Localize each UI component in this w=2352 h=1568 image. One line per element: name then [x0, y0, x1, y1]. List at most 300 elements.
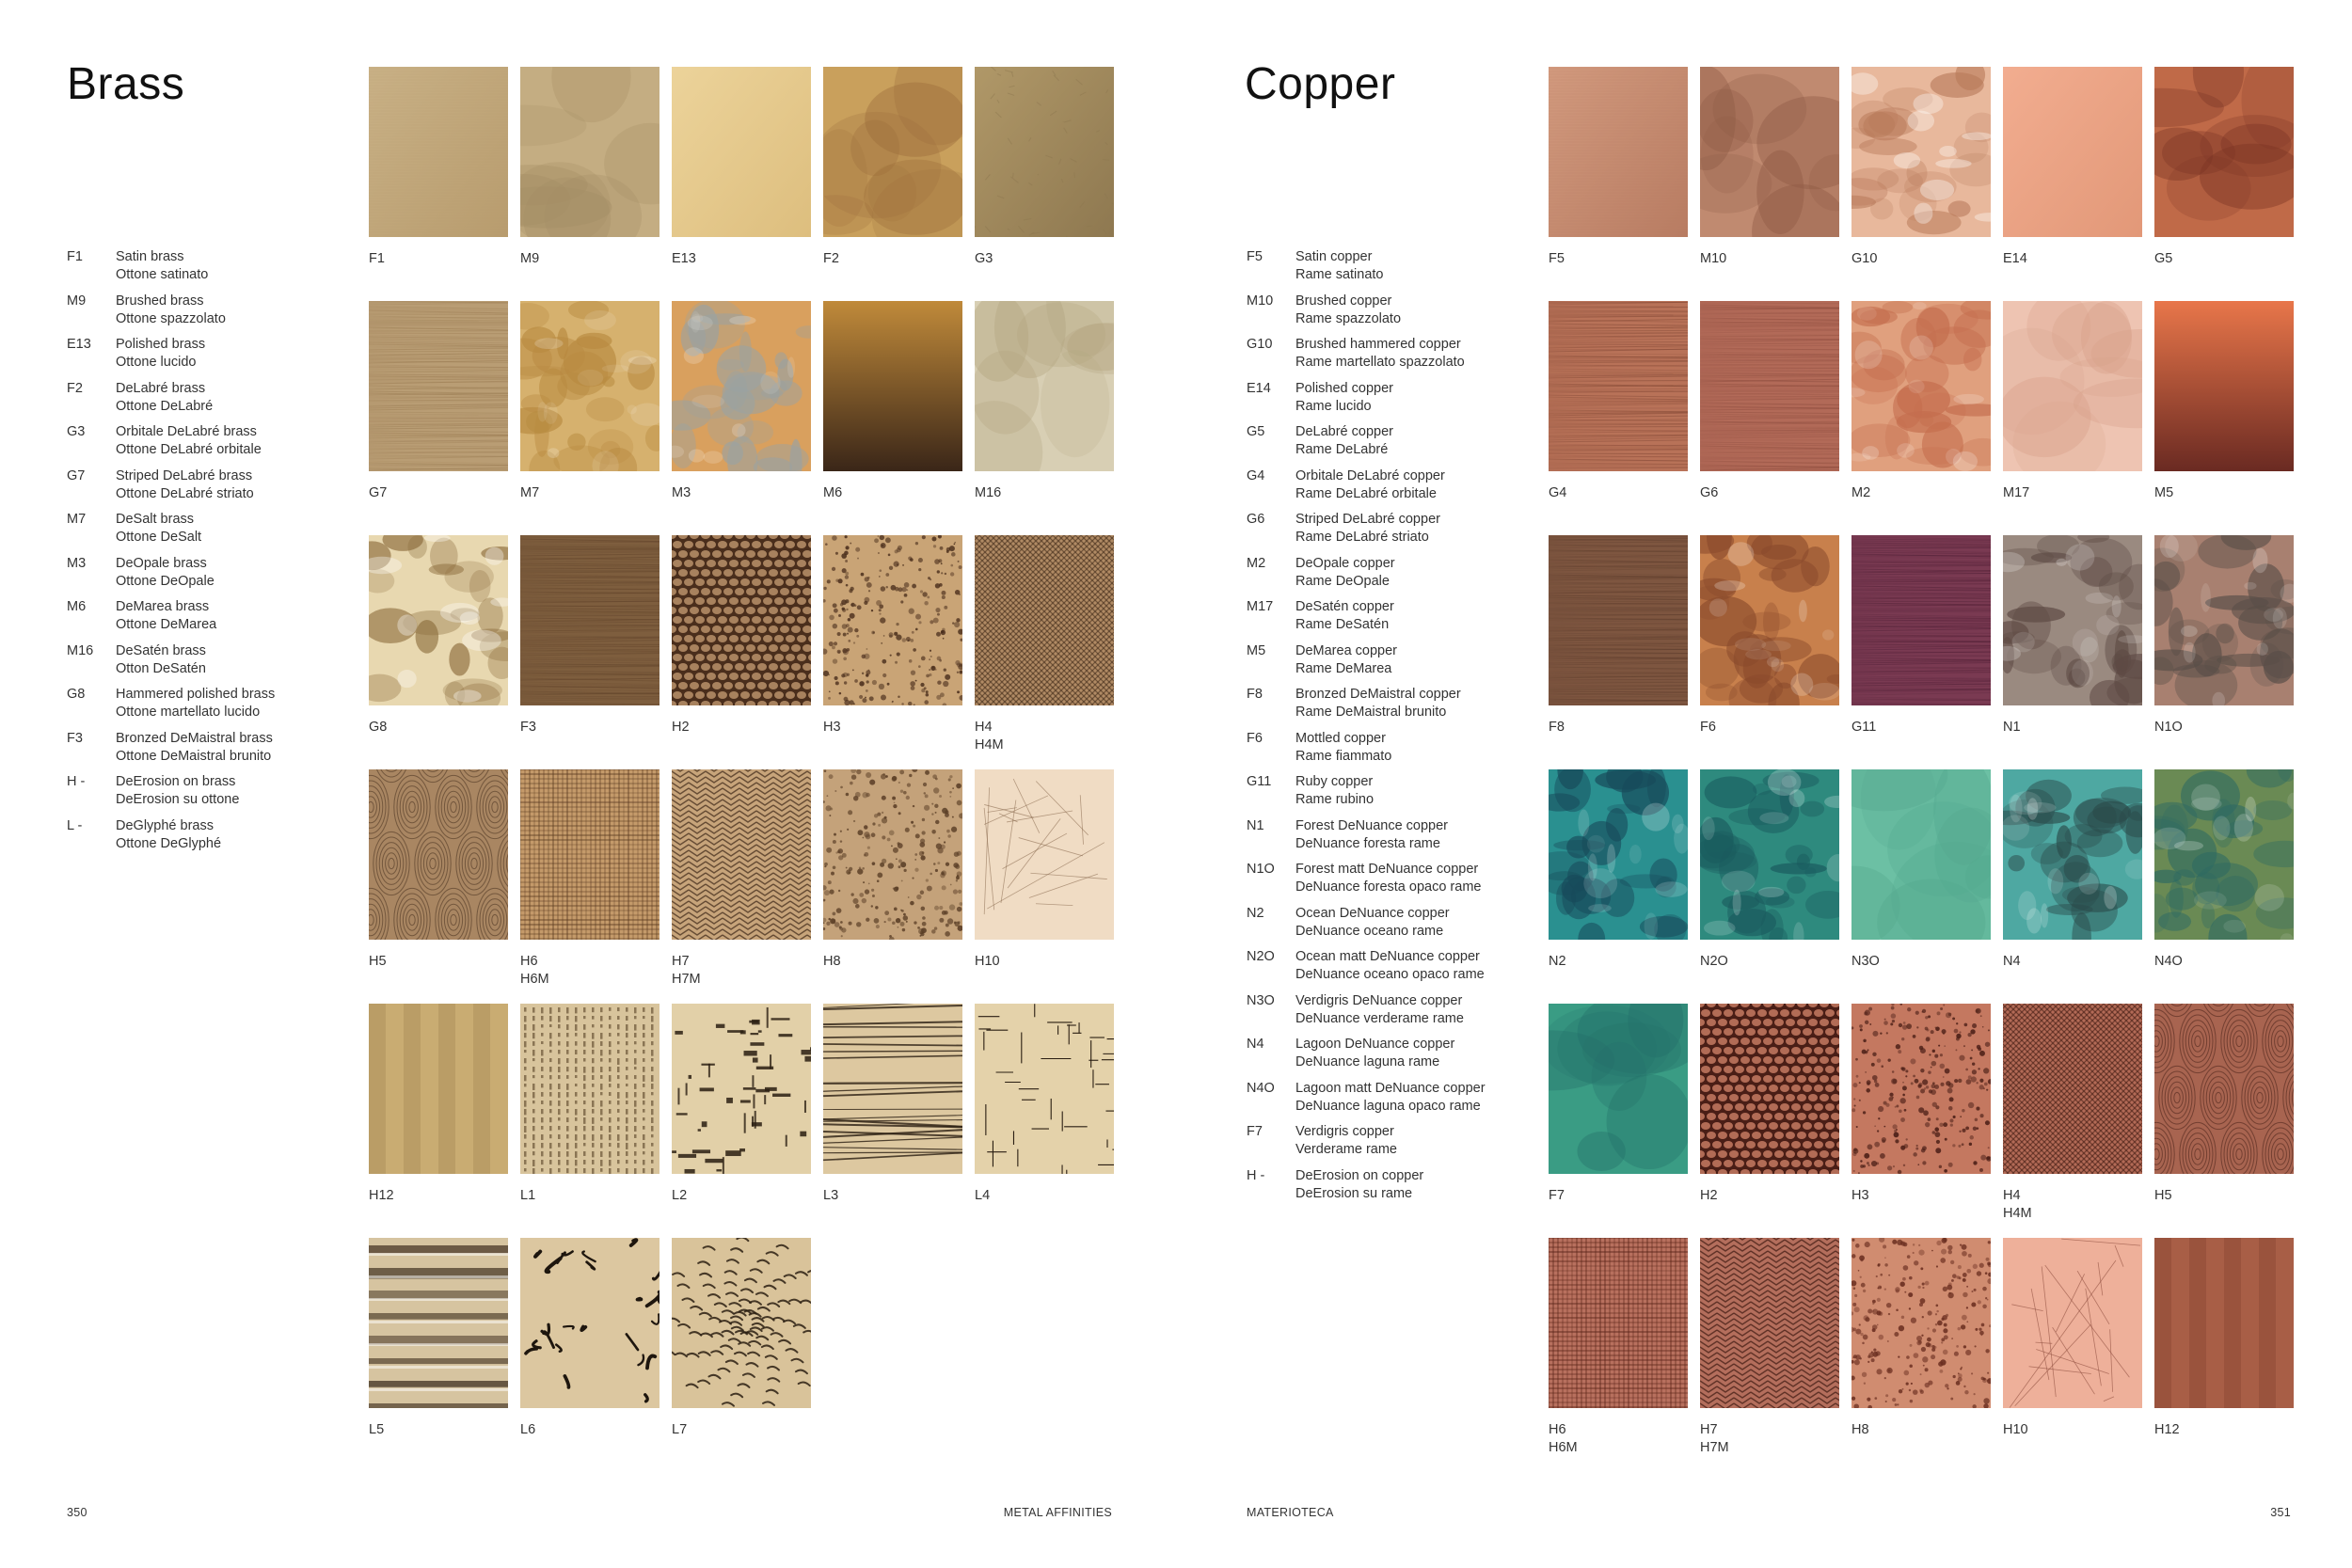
swatch-code-label: M9 — [520, 251, 540, 266]
swatch-code-label: M16 — [975, 485, 1002, 500]
legend-item — [67, 380, 377, 424]
maistral-texture-swatch — [1549, 535, 1688, 705]
legend-names — [1295, 773, 1374, 817]
page-number-left: 350 — [67, 1506, 87, 1519]
swatch-code-label: L6 — [520, 1422, 536, 1437]
swatch-card — [369, 1238, 508, 1471]
legend-code: F1 — [67, 249, 83, 264]
swatch-code-label: L4 — [975, 1188, 991, 1203]
legend-item — [67, 423, 377, 467]
legend-names — [1295, 948, 1485, 992]
glyph-cross-pattern-swatch — [975, 1004, 1114, 1174]
swatch-card — [1851, 769, 1991, 1003]
swatch-codes — [2154, 1408, 2294, 1439]
legend-name-en: Bronzed DeMaistral copper — [1295, 687, 1461, 702]
swatch-code-label: G4 — [1549, 485, 1567, 500]
swatch-card — [672, 1004, 811, 1237]
swatch-codes — [369, 1174, 508, 1205]
legend-names — [1295, 423, 1393, 467]
page-title-brass: Brass — [67, 59, 185, 109]
swatch-code-label: F1 — [369, 251, 385, 266]
chevron-pattern-swatch — [1700, 1238, 1839, 1408]
swatch-card — [823, 1004, 962, 1237]
swatch-code-label: H4M — [2003, 1206, 2032, 1221]
satin-texture-swatch — [1549, 67, 1688, 237]
swatch-code-label: H4M — [975, 737, 1004, 752]
diamond-pattern-swatch — [975, 535, 1114, 705]
swatch-card — [823, 67, 962, 300]
legend-code: H - — [67, 774, 86, 789]
legend-code: M3 — [67, 555, 87, 571]
swatch-card — [520, 67, 660, 300]
legend-names — [1295, 861, 1481, 905]
lagoon-texture-swatch — [2003, 769, 2142, 940]
legend-code: M6 — [67, 599, 87, 614]
swatch-code-label: F7 — [1549, 1188, 1565, 1203]
swatch-card — [2003, 535, 2142, 768]
legend-item — [1247, 423, 1557, 467]
swatch-card — [2154, 301, 2294, 534]
footer-section-label: METAL AFFINITIES — [1003, 1506, 1112, 1519]
legend-item — [1247, 1167, 1557, 1212]
swatch-codes — [369, 1408, 508, 1439]
swatch-card — [2003, 67, 2142, 300]
legend-code: N2O — [1247, 949, 1275, 964]
swatch-codes — [975, 940, 1114, 971]
swatch-code-label: G11 — [1851, 720, 1877, 735]
orbital-texture-swatch — [975, 67, 1114, 237]
swatch-code-label: N1O — [2154, 720, 2183, 735]
legend-item — [1247, 598, 1557, 642]
legend-code: F6 — [1247, 730, 1263, 746]
polished-texture-swatch — [2003, 67, 2142, 237]
legend-names — [116, 511, 201, 555]
legend-name-it: DeErosion su rame — [1295, 1185, 1413, 1201]
swatch-card — [1549, 301, 1688, 534]
delabre-texture-swatch — [2154, 67, 2294, 237]
swatch-code-label: H5 — [2154, 1188, 2172, 1203]
legend-code: N3O — [1247, 992, 1275, 1008]
legend-name-it: Ottone DeMaistral brunito — [116, 748, 272, 764]
swatch-codes — [672, 1174, 811, 1205]
legend-name-it: Ottone spazzolato — [116, 310, 226, 326]
swatch-code-label: M5 — [2154, 485, 2174, 500]
legend-name-en: DeSalt brass — [116, 512, 195, 527]
swatch-code-label: M10 — [1700, 251, 1727, 266]
legend-item — [67, 467, 377, 512]
legend-item — [1247, 861, 1557, 905]
legend-names — [116, 467, 254, 512]
swatch-code-label: H4 — [975, 720, 993, 735]
glyph-band-pattern-swatch — [369, 1238, 508, 1408]
legend-name-it: DeNuance verderame rame — [1295, 1010, 1464, 1026]
legend-code: G6 — [1247, 512, 1265, 527]
swatch-card — [2003, 301, 2142, 534]
swatch-card — [672, 535, 811, 768]
swatch-card — [1700, 1004, 1839, 1237]
swatch-card — [823, 301, 962, 534]
legend-name-en: Satin brass — [116, 249, 184, 264]
legend-code: E14 — [1247, 380, 1271, 396]
swatch-codes — [975, 705, 1114, 754]
legend-names — [116, 642, 206, 687]
brushed-texture-swatch — [520, 67, 660, 237]
swatch-codes — [1549, 471, 1688, 502]
swatch-card — [1851, 1004, 1991, 1237]
swatch-card — [2154, 769, 2294, 1003]
swatch-card — [975, 1004, 1114, 1237]
legend-code: M10 — [1247, 293, 1274, 309]
legend-names — [1295, 467, 1445, 512]
swatch-card — [2154, 1238, 2294, 1471]
erosion-pattern-swatch — [1851, 1238, 1991, 1408]
legend-name-it: Rame rubino — [1295, 792, 1375, 807]
swatch-card — [975, 67, 1114, 300]
legend-name-it: Verderame rame — [1295, 1142, 1397, 1157]
swatch-card — [975, 301, 1114, 534]
swatch-card — [1851, 535, 1991, 768]
legend-names — [116, 817, 221, 862]
swatch-codes — [672, 940, 811, 989]
swatch-codes — [823, 1174, 962, 1205]
legend-names — [1295, 642, 1397, 687]
swatch-code-label: H7M — [1700, 1440, 1729, 1455]
swatch-code-label: N4O — [2154, 954, 2183, 969]
striped-texture-swatch — [369, 301, 508, 471]
swatch-card — [520, 535, 660, 768]
legend-name-en: Orbitale DeLabré copper — [1295, 467, 1445, 483]
swatch-codes — [2003, 1174, 2142, 1223]
legend-name-it: Ottone lucido — [116, 355, 197, 370]
swatch-code-label: L2 — [672, 1188, 688, 1203]
swatch-codes — [975, 471, 1114, 502]
legend-item — [67, 598, 377, 642]
swatch-codes — [1549, 1174, 1688, 1205]
swatch-code-label: N1 — [2003, 720, 2021, 735]
swatch-card — [2154, 67, 2294, 300]
legend-name-it: DeNuance foresta opaco rame — [1295, 879, 1482, 895]
swatch-codes — [1700, 1174, 1839, 1205]
legend-name-it: Rame DeMaistral brunito — [1295, 705, 1447, 720]
swatch-card — [1700, 769, 1839, 1003]
legend-name-it: DeErosion su ottone — [116, 792, 240, 807]
swatch-codes — [369, 471, 508, 502]
tide-texture-swatch — [823, 301, 962, 471]
legend-item — [1247, 555, 1557, 599]
swatch-card — [1549, 1238, 1688, 1471]
legend-code: M17 — [1247, 599, 1274, 614]
legend-code: H - — [1247, 1167, 1265, 1183]
swatch-codes — [1549, 1408, 1688, 1457]
swatch-code-label: H2 — [1700, 1188, 1718, 1203]
legend-name-en: Forest DeNuance copper — [1295, 817, 1448, 833]
swatch-code-label: H5 — [369, 954, 387, 969]
orbital-texture-swatch — [1549, 301, 1688, 471]
legend-name-it: DeNuance oceano rame — [1295, 923, 1444, 939]
grid-pattern-swatch — [520, 769, 660, 940]
legend-code: E13 — [67, 337, 91, 352]
legend-names — [116, 598, 216, 642]
page-title-copper: Copper — [1245, 59, 1396, 109]
swatch-codes — [672, 471, 811, 502]
legend-names — [1295, 905, 1450, 949]
swatch-code-label: L5 — [369, 1422, 385, 1437]
legend-name-en: Hammered polished brass — [116, 687, 276, 702]
legend-name-en: Brushed copper — [1295, 293, 1392, 309]
legend-item — [1247, 817, 1557, 862]
stripe-pattern-swatch — [369, 1004, 508, 1174]
swatch-code-label: M2 — [1851, 485, 1871, 500]
swatch-codes — [1851, 237, 1991, 268]
legend-code: G4 — [1247, 467, 1265, 483]
swatch-card — [1549, 535, 1688, 768]
legend-name-it: DeNuance oceano opaco rame — [1295, 967, 1485, 982]
legend-name-en: Striped DeLabré brass — [116, 467, 253, 483]
swatch-code-label: F2 — [823, 251, 839, 266]
legend-name-it: Rame DeLabré — [1295, 442, 1389, 457]
legend-names — [1295, 293, 1401, 337]
glyph-blot-pattern-swatch — [672, 1004, 811, 1174]
legend-name-it: DeNuance foresta rame — [1295, 835, 1440, 851]
swatch-codes — [1700, 237, 1839, 268]
legend-name-en: DeMarea brass — [116, 599, 210, 614]
legend-name-it: Ottone DeLabré — [116, 398, 214, 414]
swatch-card — [2154, 1004, 2294, 1237]
swatch-code-label: H6M — [520, 972, 549, 987]
swatch-codes — [1851, 940, 1991, 971]
legend-name-en: DeSatén brass — [116, 642, 206, 658]
swatch-card — [1851, 1238, 1991, 1471]
swatch-card — [672, 1238, 811, 1471]
legend-name-it: Rame DeLabré orbitale — [1295, 485, 1437, 501]
swatch-card — [1700, 67, 1839, 300]
swatch-codes — [1851, 705, 1991, 736]
legend-names — [116, 248, 208, 293]
legend-names — [1295, 1167, 1423, 1212]
legend-name-it: Rame spazzolato — [1295, 310, 1402, 326]
swatch-code-label: G7 — [369, 485, 388, 500]
glyph-line-pattern-swatch — [823, 1004, 962, 1174]
legend-item — [1247, 511, 1557, 555]
legend-name-en: DeOpale brass — [116, 555, 207, 571]
striped-texture-swatch — [1700, 301, 1839, 471]
legend-names — [1295, 817, 1448, 862]
saten-texture-swatch — [975, 301, 1114, 471]
glyph-swirl-pattern-swatch — [672, 1238, 811, 1408]
swatch-card — [369, 301, 508, 534]
salt-texture-swatch — [520, 301, 660, 471]
swatch-code-label: H3 — [1851, 1188, 1869, 1203]
legend-name-en: DeGlyphé brass — [116, 817, 214, 833]
swatch-card — [1549, 67, 1688, 300]
swatch-code-label: F8 — [1549, 720, 1565, 735]
legend-item — [1247, 730, 1557, 774]
swatch-codes — [369, 237, 508, 268]
swatch-codes — [520, 705, 660, 736]
legend-code: N4O — [1247, 1080, 1275, 1096]
swatch-card — [975, 769, 1114, 1003]
legend-item — [67, 555, 377, 599]
glyph-grid-pattern-swatch — [520, 1004, 660, 1174]
legend-name-en: DeLabré brass — [116, 380, 206, 396]
swatch-codes — [823, 471, 962, 502]
swatch-codes — [1851, 471, 1991, 502]
swatch-code-label: H8 — [1851, 1422, 1869, 1437]
legend-name-en: Polished brass — [116, 337, 206, 352]
legend-code: M5 — [1247, 642, 1266, 658]
legend-item — [1247, 642, 1557, 687]
legend-name-en: Bronzed DeMaistral brass — [116, 730, 273, 746]
swatch-card — [2154, 535, 2294, 768]
legend-code: G7 — [67, 467, 86, 483]
legend-name-it: Rame satinato — [1295, 267, 1384, 282]
forest-texture-swatch — [2003, 535, 2142, 705]
swatch-code-label: F5 — [1549, 251, 1565, 266]
legend-name-en: Brushed brass — [116, 293, 204, 309]
legend-code: M7 — [67, 512, 87, 527]
legend-item — [1247, 293, 1557, 337]
swatch-codes — [823, 940, 962, 971]
legend-code: G8 — [67, 687, 86, 702]
tide-texture-swatch — [2154, 301, 2294, 471]
swatch-code-label: N3O — [1851, 954, 1880, 969]
swatch-card — [1851, 67, 1991, 300]
swatch-grid-copper — [1549, 67, 2294, 1471]
swatch-codes — [2154, 940, 2294, 971]
swatch-codes — [2154, 237, 2294, 268]
swatch-codes — [520, 237, 660, 268]
legend-name-it: Ottone martellato lucido — [116, 705, 261, 720]
legend-names — [116, 730, 273, 774]
legend-name-it: Rame martellato spazzolato — [1295, 355, 1465, 370]
ocean-texture-swatch — [1549, 769, 1688, 940]
swatch-code-label: H4 — [2003, 1188, 2021, 1203]
legend-names — [1295, 555, 1395, 599]
legend-code: F8 — [1247, 687, 1263, 702]
swatch-codes — [2003, 471, 2142, 502]
satin-texture-swatch — [369, 67, 508, 237]
legend-code: F3 — [67, 730, 83, 746]
ruby-texture-swatch — [1851, 535, 1991, 705]
opal-texture-swatch — [1851, 301, 1991, 471]
swatch-code-label: L7 — [672, 1422, 688, 1437]
swatch-code-label: H3 — [823, 720, 841, 735]
swatch-codes — [975, 237, 1114, 268]
legend-name-en: Ruby copper — [1295, 774, 1374, 789]
swatch-code-label: G6 — [1700, 485, 1719, 500]
legend-name-en: Lagoon DeNuance copper — [1295, 1037, 1455, 1052]
glyph-stroke-pattern-swatch — [520, 1238, 660, 1408]
legend-name-en: Ocean DeNuance copper — [1295, 905, 1450, 921]
swatch-card — [1700, 1238, 1839, 1471]
legend-code: F7 — [1247, 1124, 1263, 1139]
swatch-grid-brass — [369, 67, 1114, 1471]
legend-name-it: Ottone DeGlyphé — [116, 835, 222, 851]
legend-name-en: DeSatén copper — [1295, 599, 1394, 614]
legend-item — [67, 248, 377, 293]
lagoon-matt-texture-swatch — [2154, 769, 2294, 940]
swatch-code-label: H7 — [672, 954, 690, 969]
legend-names — [1295, 598, 1394, 642]
swatch-card — [823, 535, 962, 768]
legend-code: M2 — [1247, 555, 1266, 571]
swatch-card — [1549, 1004, 1688, 1237]
swatch-codes — [2003, 237, 2142, 268]
swatch-code-label: G3 — [975, 251, 993, 266]
legend-item — [1247, 467, 1557, 512]
legend-code: M16 — [67, 642, 94, 658]
swatch-code-label: E13 — [672, 251, 696, 266]
swatch-code-label: G10 — [1851, 251, 1878, 266]
swatch-card — [823, 769, 962, 1003]
legend-names — [1295, 1036, 1454, 1080]
diamond-pattern-swatch — [2003, 1004, 2142, 1174]
swatch-codes — [1549, 237, 1688, 268]
swatch-codes — [520, 1174, 660, 1205]
legend-code: M9 — [67, 293, 87, 309]
swatch-code-label: M17 — [2003, 485, 2030, 500]
scale-pattern-swatch — [1700, 1004, 1839, 1174]
legend-names — [116, 686, 275, 730]
legend-name-it: Rame fiammato — [1295, 748, 1392, 764]
legend-name-en: Lagoon matt DeNuance copper — [1295, 1080, 1486, 1096]
legend-name-en: Forest matt DeNuance copper — [1295, 862, 1479, 877]
swatch-codes — [672, 705, 811, 736]
saten-texture-swatch — [2003, 301, 2142, 471]
line-pattern-swatch — [2003, 1238, 2142, 1408]
legend-name-en: Verdigris DeNuance copper — [1295, 992, 1463, 1008]
swatch-code-label: H6M — [1549, 1440, 1578, 1455]
legend-brass — [67, 248, 377, 861]
swatch-code-label: H12 — [2154, 1422, 2180, 1437]
swatch-codes — [520, 940, 660, 989]
swatch-code-label: F3 — [520, 720, 536, 735]
hammered-texture-swatch — [1851, 67, 1991, 237]
legend-name-it: Rame DeSatén — [1295, 617, 1390, 632]
swatch-codes — [1851, 1408, 1991, 1439]
legend-name-en: Orbitale DeLabré brass — [116, 424, 257, 439]
legend-name-it: DeNuance laguna rame — [1295, 1054, 1440, 1069]
legend-name-en: Brushed hammered copper — [1295, 337, 1461, 352]
legend-names — [1295, 686, 1461, 730]
swatch-codes — [2003, 940, 2142, 971]
legend-item — [67, 642, 377, 687]
legend-name-en: Verdigris copper — [1295, 1124, 1394, 1139]
legend-names — [1295, 248, 1384, 293]
legend-names — [1295, 730, 1391, 774]
swatch-code-label: H10 — [2003, 1422, 2028, 1437]
legend-name-it: Rame DeMarea — [1295, 660, 1392, 676]
swatch-codes — [823, 705, 962, 736]
swatch-card — [369, 1004, 508, 1237]
mottled-texture-swatch — [1700, 535, 1839, 705]
maistral-texture-swatch — [520, 535, 660, 705]
grid-pattern-swatch — [1549, 1238, 1688, 1408]
legend-names — [1295, 511, 1440, 555]
speckle-pattern-swatch — [823, 535, 962, 705]
legend-name-en: DeErosion on brass — [116, 774, 236, 789]
swatch-codes — [1549, 705, 1688, 736]
legend-names — [1295, 336, 1465, 380]
swatch-card — [520, 1238, 660, 1471]
forest-matt-texture-swatch — [2154, 535, 2294, 705]
swatch-codes — [369, 705, 508, 736]
legend-name-it: Rame lucido — [1295, 398, 1372, 414]
brushed-texture-swatch — [1700, 67, 1839, 237]
legend-name-en: Ocean matt DeNuance copper — [1295, 949, 1480, 964]
line-pattern-swatch — [975, 769, 1114, 940]
swatch-code-label: H8 — [823, 954, 841, 969]
